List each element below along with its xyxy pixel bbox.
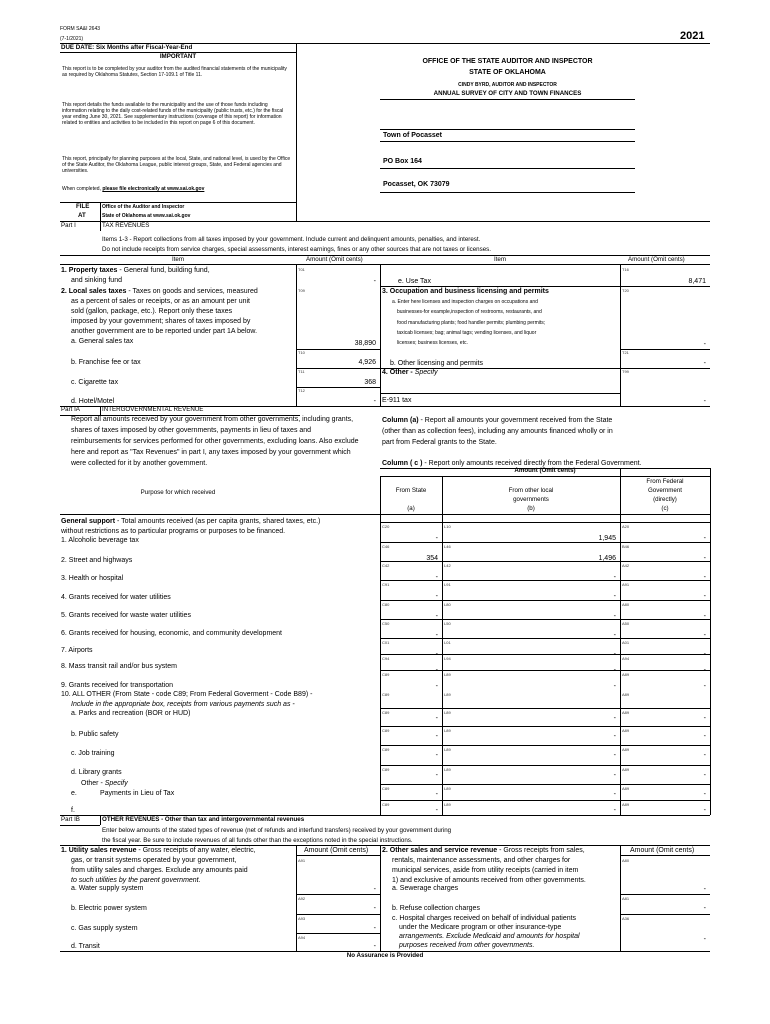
code-a81: A81 — [622, 896, 630, 901]
row-divider — [380, 765, 710, 766]
file-label: FILE — [76, 203, 90, 210]
column-a-desc-1: Column (a) - Report all amounts your government received from the State — [382, 417, 613, 424]
intro-paragraph-3: This report, principally for planning purposes at the local, State, and national level, is used by the Office of the State Auditor, the Oklahoma League, public interest groups, State, and Federal agencies and universities. — [62, 156, 291, 174]
code-col-a: C50 — [382, 621, 390, 626]
code-col-a: C20 — [382, 524, 390, 529]
code-col-a: C89 — [382, 786, 390, 791]
other-taxes-label — [382, 368, 438, 377]
row-divider — [380, 708, 710, 709]
code-t20: T20 — [622, 288, 629, 293]
intergov-value-b: - — [613, 632, 616, 639]
all-other-value-c: - — [703, 733, 706, 740]
other-specify-text: Specify — [104, 780, 128, 787]
col-header-amount-text: Amount (Omit cents) — [306, 256, 363, 263]
code-c89-top: C89 — [382, 692, 390, 697]
hospital-charges-label: c. Hospital charges received on behalf of individual patients — [392, 915, 577, 922]
local-sales-taxes-label-5: another government are to be reported under part 1A below. — [71, 328, 258, 335]
hospital-charges-label-4: purposes received from other governments. — [399, 942, 535, 949]
col-header-amount-2: Amount (Omit cents) — [628, 256, 685, 263]
code-col-c: A89 — [622, 767, 630, 772]
column-a-desc-2: (other than as collection fees), including any amounts financed wholly or in — [382, 428, 613, 435]
utility-sales-label — [61, 846, 256, 855]
code-col-b: L89 — [444, 747, 451, 752]
file-instruction: When completed, — [62, 186, 103, 192]
intergov-value-b: - — [613, 667, 616, 674]
col-c-header: From Federal — [646, 478, 684, 485]
code-col-c: A89 — [622, 747, 630, 752]
office-name: OFFICE OF THE STATE AUDITOR AND INSPECTOR — [422, 58, 593, 65]
row-divider — [380, 561, 710, 562]
pilot-label: Payments in Lieu of Tax — [100, 790, 175, 797]
code-col-c: B46 — [622, 544, 630, 549]
all-other-value-c: - — [703, 807, 706, 814]
all-other-value-c: - — [703, 772, 706, 779]
code-col-a: C01 — [382, 640, 390, 645]
all-other-value-c: - — [703, 752, 706, 759]
code-col-b: L89 — [444, 672, 451, 677]
row-divider — [380, 580, 710, 581]
col-c-header-3: (directly) — [653, 496, 677, 503]
row-divider — [380, 784, 710, 785]
use-tax-value: 8,471 — [688, 278, 706, 285]
code-col-a: C89 — [382, 728, 390, 733]
intergov-value-a: - — [435, 667, 438, 674]
file-value: Office of the Auditor and Inspector — [102, 204, 185, 210]
intergov-value-a: - — [435, 593, 438, 600]
code-col-c: A42 — [622, 563, 630, 568]
all-other-value-a: - — [435, 715, 438, 722]
intro-paragraph-2: This report details the funds available to the municipality and the use of those funds including information relating to the daily cost-related funds of the municipality (public trusts, etc.) for the fiscal year ending June 30, 2021. See supplementary instructions (coverage of this report) for information related to entities and activities to be included in this report on page 6 of this document. — [62, 102, 284, 126]
all-other-value-a: - — [435, 752, 438, 759]
all-other-value-c: - — [703, 715, 706, 722]
town-name: Town of Pocasset — [383, 132, 442, 139]
col-b-tag: (b) — [527, 505, 535, 512]
hotel-motel-label: d. Hotel/Motel — [71, 398, 115, 405]
all-other-value-b: - — [613, 772, 616, 779]
intergov-value-b: - — [613, 651, 616, 658]
all-other-value-b: - — [613, 752, 616, 759]
intergov-row-label: 3. Health or hospital — [61, 575, 124, 582]
utility-sales-label-3: from utility sales and charges. Exclude any amounts paid — [71, 867, 248, 874]
code-col-a: C89 — [382, 747, 390, 752]
ib-amount-header-2: Amount (Omit cents) — [630, 847, 695, 854]
intergov-value-a: - — [435, 535, 438, 542]
utility-sales-label-4: to such utilities by the parent government. — [71, 877, 201, 884]
intergov-value-c: - — [703, 535, 706, 542]
row-divider — [380, 726, 710, 727]
intergov-value-b: - — [613, 613, 616, 620]
code-t16: T16 — [622, 267, 629, 272]
part-1a-desc-2: shares of taxes imposed by other governments, payments in lieu of taxes and — [71, 427, 312, 434]
code-a93: A93 — [298, 916, 306, 921]
property-taxes-label: 1. Property taxes - General fund, building fund, — [61, 267, 210, 274]
other-sales-label — [382, 846, 585, 855]
other-specify-label — [81, 779, 128, 788]
code-a92: A92 — [298, 896, 306, 901]
intergov-row-label: 1. Alcoholic beverage tax — [61, 537, 139, 544]
code-col-c: A89 — [622, 728, 630, 733]
local-sales-taxes-label-3: sold (gallon, package, etc.). Report only these taxes — [71, 308, 233, 315]
general-support-label: General support - Total amounts received (as per capita grants, shared taxes, etc.) — [61, 518, 321, 525]
code-col-b: L89 — [444, 728, 451, 733]
part-1a-desc-4: here and report as "Tax Revenues" in part I, any taxes imposed by your government which — [71, 449, 351, 456]
all-other-value-a: - — [435, 791, 438, 798]
code-col-b: L91 — [444, 582, 451, 587]
all-other-value-a: - — [435, 772, 438, 779]
sewerage-label: a. Sewerage charges — [392, 885, 459, 892]
gas-supply-value: - — [373, 925, 376, 932]
purpose-header: Purpose for which received — [140, 489, 216, 496]
code-col-c: A50 — [622, 621, 630, 626]
ib-amount-header: Amount (Omit cents) — [304, 847, 369, 854]
code-a36: A36 — [622, 916, 630, 921]
electric-power-value: - — [373, 905, 376, 912]
intergov-value-c: - — [703, 555, 706, 562]
auditor-name: CINDY BYRD, AUDITOR AND INSPECTOR — [458, 82, 557, 88]
gas-supply-label: c. Gas supply system — [71, 925, 138, 932]
transit-label: d. Transit — [71, 943, 100, 950]
other-label-text: Other - — [81, 780, 105, 787]
code-col-a: C89 — [382, 767, 390, 772]
town-address: PO Box 164 — [383, 158, 422, 165]
code-col-c: A89 — [622, 786, 630, 791]
form-id: FORM SA&I 2643 — [60, 26, 101, 32]
intergov-value-b: - — [613, 593, 616, 600]
refuse-collection-label: b. Refuse collection charges — [392, 905, 480, 912]
survey-title: ANNUAL SURVEY OF CITY AND TOWN FINANCES — [433, 90, 582, 97]
row-divider — [380, 800, 710, 801]
code-t99: T99 — [622, 369, 629, 374]
occupation-licensing-value: - — [703, 341, 706, 348]
intergov-row-label: 9. Grants received for transportation — [61, 682, 174, 689]
code-col-b: L89 — [444, 786, 451, 791]
col-a-tag: (a) — [407, 505, 415, 512]
all-other-row-label: c. Job training — [71, 750, 115, 757]
code-a91: A91 — [298, 858, 306, 863]
occupation-licensing-desc-4: taxicab licenses; bag; animal tags; vending licenses, and liquor — [397, 330, 537, 336]
intergov-row-label: 2. Street and highways — [61, 557, 133, 564]
intergov-value-a: - — [435, 683, 438, 690]
intergov-row-label: 4. Grants received for water utilities — [61, 594, 171, 601]
all-other-value-b: - — [613, 733, 616, 740]
occupation-licensing-desc-1: a. Enter here licenses and inspection charges on occupations and — [392, 299, 538, 305]
intergov-value-c: - — [703, 632, 706, 639]
code-col-b: L89 — [444, 767, 451, 772]
part-1a-desc-1: Report all amounts received by your government from other governments, including grants, — [71, 416, 354, 423]
all-other-row-label: f. — [71, 807, 75, 814]
all-other-label-2: Include in the appropriate box, receipts from various payments such as - — [71, 701, 295, 708]
intergov-row-label: 7. Airports — [61, 647, 93, 654]
col-header-amount — [306, 256, 363, 264]
code-t11: T11 — [298, 369, 305, 374]
part-1a-desc-3: reimbursements for services performed for other governments, excluding loans. Also exclude — [71, 438, 359, 445]
other-sales-label-3: municipal services, aside from utility receipts (carried in item — [392, 867, 579, 874]
file-link[interactable]: please file electronically at www.sai.ok.gov — [102, 186, 205, 192]
occupation-licensing-title: 3. Occupation and business licensing and permits — [382, 288, 549, 295]
row-divider — [380, 745, 710, 746]
all-other-row-label: e. — [71, 790, 77, 797]
code-l89-top: L89 — [444, 692, 451, 697]
part-1b-tag: Part IB — [61, 816, 80, 823]
code-col-c: A89 — [622, 710, 630, 715]
form-revision: (7-1/2021) — [60, 36, 84, 42]
code-col-c: A20 — [622, 524, 630, 529]
part-1-intro-1: Items 1-3 - Report collections from all taxes imposed by your government. Include current and delinquent amounts, penalties, and interest. — [102, 236, 481, 243]
code-col-b: L94 — [444, 656, 451, 661]
row-divider — [380, 638, 710, 639]
intergov-value-b: - — [613, 683, 616, 690]
code-t10: T10 — [298, 350, 305, 355]
intergov-value-a: - — [435, 632, 438, 639]
all-other-row-label: a. Parks and recreation (BOR or HUD) — [71, 710, 191, 717]
other-sales-title: 2. Other sales and service revenue — [382, 847, 498, 854]
code-col-b: L89 — [444, 710, 451, 715]
hospital-charges-label-3: arrangements. Exclude Medicaid and amounts for hospital — [399, 933, 580, 940]
col-a-header: From State — [395, 487, 427, 494]
other-licensing-label: b. Other licensing and permits — [390, 360, 483, 367]
code-col-c: A89 — [622, 672, 630, 677]
intergov-value-c: - — [703, 593, 706, 600]
code-col-c: A80 — [622, 602, 630, 607]
intergov-value-a: - — [435, 574, 438, 581]
intergov-row-label: 6. Grants received for housing, economic, and community development — [61, 630, 283, 637]
all-other-row-label: b. Public safety — [71, 731, 119, 738]
row-divider — [380, 619, 710, 620]
local-sales-taxes-label-2: as a percent of sales or receipts, or as an amount per unit — [71, 298, 250, 305]
code-col-b: L10 — [444, 524, 451, 529]
at-label: AT — [78, 212, 86, 219]
use-tax-label: e. Use Tax — [398, 278, 431, 285]
refuse-collection-value: - — [703, 905, 706, 912]
at-value: State of Oklahoma at www.sai.ok.gov — [102, 213, 191, 219]
hospital-charges-label-2: under the Medicare program or other insurance-type — [399, 924, 562, 931]
intergov-row-label: 8. Mass transit rail and/or bus system — [61, 663, 177, 670]
code-col-a: C89 — [382, 672, 390, 677]
code-col-c: A01 — [622, 640, 630, 645]
part-1b-intro-2: the fiscal year. Be sure to include revenues of all funds other than the exceptions noted in the special instructions. — [102, 837, 413, 844]
part-1-title: TAX REVENUES — [102, 222, 150, 229]
all-other-value-b: - — [613, 715, 616, 722]
intergov-value-b: - — [613, 574, 616, 581]
general-support-label-2: without restrictions as to particular programs or purposes to be financed. — [61, 528, 286, 535]
part-1b-title: OTHER REVENUES - Other than tax and intergovernmental revenues — [102, 816, 305, 823]
sewerage-value: - — [703, 886, 706, 893]
code-col-b: L42 — [444, 563, 451, 568]
other-sales-label-2: rentals, maintenance assessments, and other charges for — [392, 857, 571, 864]
local-sales-taxes-label: 2. Local sales taxes - Taxes on goods and services, measured — [61, 288, 258, 295]
cigarette-tax-label: c. Cigarette tax — [71, 379, 119, 386]
code-col-a: C80 — [382, 602, 390, 607]
hospital-charges-value: - — [703, 936, 706, 943]
occupation-licensing-desc-5: licenses; business licenses, etc. — [397, 340, 468, 346]
row-divider — [380, 670, 710, 671]
code-col-a: C91 — [382, 582, 390, 587]
form-year: 2021 — [680, 30, 705, 42]
code-col-a: C89 — [382, 802, 390, 807]
code-t01: T01 — [298, 267, 305, 272]
code-t09: T09 — [298, 288, 305, 293]
code-col-b: L46 — [444, 544, 451, 549]
other-taxes-specify: Specify — [414, 369, 438, 376]
code-col-c: A89 — [622, 802, 630, 807]
water-supply-value: - — [373, 886, 376, 893]
column-c-desc: Column ( c ) - Report only amounts received directly from the Federal Government. — [382, 460, 642, 467]
row-divider — [380, 654, 710, 655]
franchise-fee-label: b. Franchise fee or tax — [71, 359, 141, 366]
code-col-b: L01 — [444, 640, 451, 645]
all-other-value-a: - — [435, 733, 438, 740]
general-sales-tax-value: 38,890 — [354, 340, 376, 347]
col-b-header-2: governments — [513, 496, 549, 503]
intergov-value-c: - — [703, 574, 706, 581]
row-divider — [380, 600, 710, 601]
intro-paragraph-4 — [62, 186, 292, 192]
code-col-c: A91 — [622, 582, 630, 587]
all-other-value-b: - — [613, 791, 616, 798]
code-col-b: L50 — [444, 621, 451, 626]
intergov-value-c: - — [703, 683, 706, 690]
property-taxes-value: - — [373, 278, 376, 285]
part-1-tag: Part I — [61, 222, 76, 229]
all-other-row-label: d. Library grants — [71, 769, 122, 776]
property-taxes-label-2: and sinking fund — [71, 277, 122, 284]
amount-header: Amount (Omit cents) — [514, 467, 576, 474]
col-c-header-2: Government — [647, 487, 683, 494]
code-a89-top: A89 — [622, 692, 630, 697]
code-col-a: C89 — [382, 710, 390, 715]
local-sales-taxes-label-4: imposed by your government; shares of taxes imposed by — [71, 318, 251, 325]
intergov-value-c: - — [703, 651, 706, 658]
transit-value: - — [373, 943, 376, 950]
code-col-a: C94 — [382, 656, 390, 661]
col-b-header: From other local — [508, 487, 554, 494]
code-t12: T12 — [298, 388, 305, 393]
franchise-fee-value: 4,926 — [358, 359, 376, 366]
other-taxes-value: - — [703, 398, 706, 405]
code-col-c: A94 — [622, 656, 630, 661]
utility-sales-label-2: gas, or transit systems operated by your government, — [71, 857, 237, 864]
other-sales-desc: - Gross receipts from sales, — [497, 847, 585, 854]
intro-paragraph-1: This report is to be completed by your auditor from the audited financial statements of the municipality as required by Oklahoma Statutes, Section 17-109.1 of Title 11. — [62, 66, 287, 78]
other-taxes-label-text: 4. Other - — [382, 369, 415, 376]
intergov-value-b: 1,496 — [598, 555, 616, 562]
code-a94: A94 — [298, 935, 306, 940]
intergov-value-c: - — [703, 613, 706, 620]
part-1a-tag: Part IA — [61, 406, 80, 413]
col-header-item: Item — [171, 256, 185, 263]
intergov-row-label: 5. Grants received for waste water utilities — [61, 612, 191, 619]
row-divider — [380, 522, 710, 523]
part-1-intro-2: Do not include receipts from service charges, special assessments, interest earnings, fines or any other sources that are not taxes or licenses. — [102, 246, 491, 253]
all-other-value-c: - — [703, 791, 706, 798]
important-heading: IMPORTANT — [159, 53, 197, 60]
occupation-licensing-desc-2: businesses-for example,inspection of restrooms, restaurants, and — [397, 309, 542, 315]
row-divider — [380, 542, 710, 543]
intergov-value-b: 1,945 — [598, 535, 616, 542]
col-c-tag: (c) — [661, 505, 669, 512]
code-a80: A80 — [622, 858, 630, 863]
col-header-item-2: Item — [493, 256, 507, 263]
part-1b-intro-1: Enter below amounts of the stated types of revenue (net of refunds and interfund transfers) received by your government during — [102, 827, 452, 834]
all-other-label: 10. ALL OTHER (From State - code C89; From Federal Goverment - Code B89) - — [61, 691, 313, 698]
hotel-motel-value: - — [373, 398, 376, 405]
utility-sales-title: 1. Utility sales revenue — [61, 847, 137, 854]
part-1a-desc-5: were collected for it by another government. — [71, 460, 208, 467]
state-name: STATE OF OKLAHOMA — [469, 69, 546, 76]
general-sales-tax-label: a. General sales tax — [71, 338, 134, 345]
intergov-value-a: - — [435, 613, 438, 620]
e911-label: E-911 tax — [382, 397, 412, 404]
code-col-b: L80 — [444, 602, 451, 607]
cigarette-tax-value: 368 — [364, 379, 376, 386]
all-other-value-a: - — [435, 807, 438, 814]
code-col-a: C46 — [382, 544, 390, 549]
water-supply-label: a. Water supply system — [71, 885, 144, 892]
intergov-value-c: - — [703, 667, 706, 674]
code-col-a: C42 — [382, 563, 390, 568]
code-col-b: L89 — [444, 802, 451, 807]
occupation-licensing-desc-3: food manufacturing plants; food handler permits; plumbing permits; — [397, 320, 546, 326]
due-date: DUE DATE: Six Months after Fiscal-Year-End — [61, 44, 193, 51]
intergov-value-a: 354 — [426, 555, 438, 562]
other-sales-label-4: 1) and exclusive of amounts received from other governments. — [392, 877, 586, 884]
all-other-value-b: - — [613, 807, 616, 814]
no-assurance-footer: No Assurance is Provided — [346, 952, 424, 959]
code-t21: T21 — [622, 350, 629, 355]
other-licensing-value: - — [703, 360, 706, 367]
intergov-value-a: - — [435, 651, 438, 658]
town-city: Pocasset, OK 73079 — [383, 181, 450, 188]
electric-power-label: b. Electric power system — [71, 905, 147, 912]
column-a-desc-3: part from Federal grants to the State. — [382, 439, 497, 446]
part-1a-title: INTERGOVERNMENTAL REVENUE — [102, 406, 204, 413]
utility-sales-desc: - Gross receipts of any water, electric, — [136, 847, 256, 854]
